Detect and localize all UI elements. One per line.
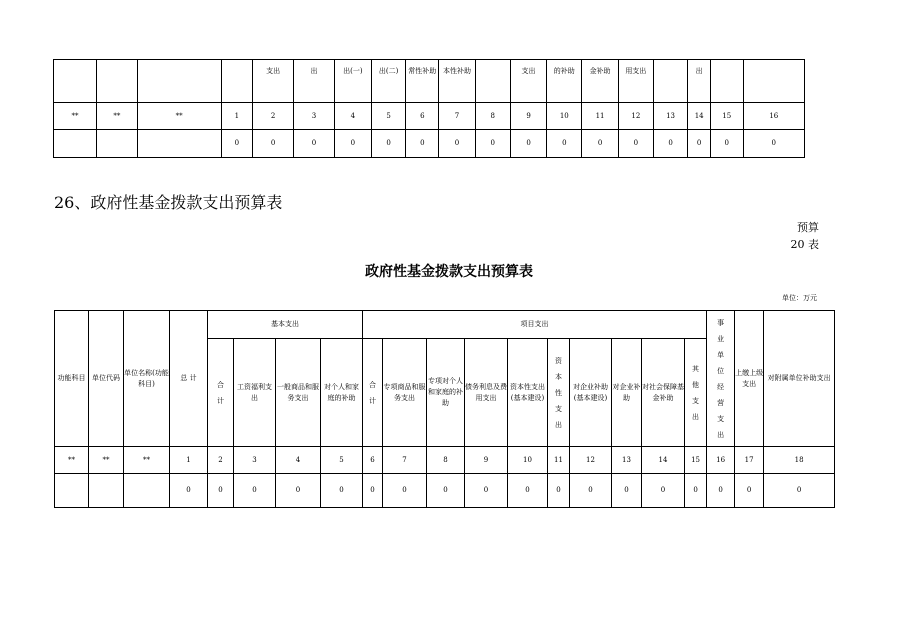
table-title: 政府性基金拨款支出预算表 [365, 264, 533, 280]
value-cell: 0 [208, 474, 234, 508]
index-cell: 9 [465, 447, 508, 474]
prev-index-cell: ** [96, 103, 137, 130]
value-cell: 0 [234, 474, 276, 508]
value-cell: 0 [427, 474, 465, 508]
table-number-line-1: 预算 [797, 221, 819, 234]
index-cell: 10 [508, 447, 548, 474]
prev-index-cell: 13 [653, 103, 688, 130]
header-project-capital-label: 资本性支出 [555, 356, 562, 429]
index-cell: 2 [208, 447, 234, 474]
prev-value-cell: 0 [618, 130, 653, 158]
header-basic-subtotal-label: 合计 [217, 380, 224, 405]
prev-header-cell: 出(一) [334, 60, 371, 103]
previous-table-continuation [53, 59, 805, 158]
prev-header-cell: 支出 [510, 60, 547, 103]
index-cell: 17 [735, 447, 764, 474]
header-basic-subtotal [208, 339, 234, 447]
header-func-subject: 功能科目 [55, 311, 89, 447]
prev-index-cell: 12 [618, 103, 653, 130]
prev-index-cell: 5 [371, 103, 406, 130]
header-project-col: 专项商品和服务支出 [383, 339, 427, 447]
header-project-subtotal [363, 339, 383, 447]
value-cell: 0 [170, 474, 208, 508]
index-cell: 3 [234, 447, 276, 474]
prev-value-cell [96, 130, 137, 158]
prev-value-cell: 0 [547, 130, 582, 158]
value-cell: 0 [707, 474, 735, 508]
header-project-other [685, 339, 707, 447]
prev-header-cell: 本性补助 [439, 60, 476, 103]
prev-header-cell [653, 60, 688, 103]
prev-header-cell: 用支出 [618, 60, 653, 103]
header-project-col: 债务利息及费用支出 [465, 339, 508, 447]
value-cell: 0 [570, 474, 612, 508]
index-cell: 18 [764, 447, 835, 474]
header-project-col: 资本性支出(基本建设) [508, 339, 548, 447]
index-cell: 7 [383, 447, 427, 474]
header-project-other-label: 其他支出 [692, 364, 700, 421]
prev-value-cell: 0 [475, 130, 510, 158]
prev-header-cell: 出 [294, 60, 335, 103]
header-institution-label: 事业单位经营支出 [717, 318, 725, 439]
header-project-col: 专项对个人和家庭的补助 [427, 339, 465, 447]
prev-index-cell: 3 [294, 103, 335, 130]
prev-value-cell: 0 [253, 130, 294, 158]
index-cell: 8 [427, 447, 465, 474]
header-upper-payment: 上缴上级支出 [735, 311, 764, 447]
header-project-group: 项目支出 [363, 311, 707, 339]
prev-value-cell: 0 [334, 130, 371, 158]
index-cell: 15 [685, 447, 707, 474]
index-cell: 5 [321, 447, 363, 474]
header-project-capital [548, 339, 570, 447]
header-unit-code: 单位代码 [89, 311, 124, 447]
prev-index-cell: 8 [475, 103, 510, 130]
prev-index-cell: ** [137, 103, 221, 130]
header-basic-col: 工资福利支出 [234, 339, 276, 447]
prev-header-cell: 出(二) [371, 60, 406, 103]
prev-value-cell [54, 130, 97, 158]
header-project-subtotal-label: 合计 [369, 380, 376, 405]
index-cell: 11 [548, 447, 570, 474]
prev-index-cell: 14 [688, 103, 710, 130]
prev-index-cell: 16 [743, 103, 804, 130]
header-subsidiary: 对附属单位补助支出 [764, 311, 835, 447]
prev-index-cell: 2 [253, 103, 294, 130]
value-cell: 0 [363, 474, 383, 508]
prev-index-cell: 10 [547, 103, 582, 130]
prev-header-cell [743, 60, 804, 103]
header-row-group [55, 311, 835, 339]
prev-header-cell [137, 60, 221, 103]
unit-label: 单位：万元 [782, 294, 817, 302]
prev-index-cell: 1 [221, 103, 253, 130]
value-cell: 0 [685, 474, 707, 508]
value-cell: 0 [276, 474, 321, 508]
prev-value-cell [137, 130, 221, 158]
prev-index-cell: 11 [582, 103, 619, 130]
value-cell [124, 474, 170, 508]
value-cell: 0 [612, 474, 642, 508]
prev-index-cell: 7 [439, 103, 476, 130]
prev-index-row [54, 103, 805, 130]
value-cell: 0 [764, 474, 835, 508]
prev-value-cell: 0 [439, 130, 476, 158]
index-row [55, 447, 835, 474]
prev-header-cell: 支出 [253, 60, 294, 103]
prev-header-cell: 金补助 [582, 60, 619, 103]
prev-index-cell: 4 [334, 103, 371, 130]
index-cell: 4 [276, 447, 321, 474]
header-basic-group: 基本支出 [208, 311, 363, 339]
index-cell: ** [55, 447, 89, 474]
value-cell: 0 [383, 474, 427, 508]
value-cell: 0 [548, 474, 570, 508]
table-row [55, 474, 835, 508]
prev-value-cell: 0 [582, 130, 619, 158]
fund-expenditure-table [54, 310, 835, 508]
index-cell: 16 [707, 447, 735, 474]
value-cell: 0 [321, 474, 363, 508]
index-cell: 14 [642, 447, 685, 474]
prev-header-cell [710, 60, 743, 103]
prev-value-cell: 0 [688, 130, 710, 158]
index-cell: 6 [363, 447, 383, 474]
prev-value-cell: 0 [743, 130, 804, 158]
index-cell: 12 [570, 447, 612, 474]
prev-value-cell: 0 [653, 130, 688, 158]
prev-header-cell [475, 60, 510, 103]
prev-value-cell: 0 [510, 130, 547, 158]
header-institution [707, 311, 735, 447]
prev-value-row [54, 130, 805, 158]
prev-header-cell: 常性补助 [406, 60, 439, 103]
header-unit-name: 单位名称(功能科目) [124, 311, 170, 447]
prev-index-cell: 6 [406, 103, 439, 130]
header-basic-col: 一般商品和服务支出 [276, 339, 321, 447]
header-basic-col: 对个人和家庭的补助 [321, 339, 363, 447]
header-project-col: 对社会保障基金补助 [642, 339, 685, 447]
prev-value-cell: 0 [221, 130, 253, 158]
prev-header-cell [221, 60, 253, 103]
prev-value-cell: 0 [294, 130, 335, 158]
prev-header-cell: 的补助 [547, 60, 582, 103]
value-cell: 0 [735, 474, 764, 508]
prev-header-cell [96, 60, 137, 103]
table-number-line-2: 20 表 [790, 238, 819, 251]
prev-header-row [54, 60, 805, 103]
value-cell [89, 474, 124, 508]
prev-index-cell: 9 [510, 103, 547, 130]
prev-header-cell: 出 [688, 60, 710, 103]
prev-index-cell: 15 [710, 103, 743, 130]
prev-index-cell: ** [54, 103, 97, 130]
value-cell [55, 474, 89, 508]
index-cell: 1 [170, 447, 208, 474]
header-project-col: 对企业补助 [612, 339, 642, 447]
value-cell: 0 [465, 474, 508, 508]
index-cell: ** [124, 447, 170, 474]
prev-value-cell: 0 [710, 130, 743, 158]
prev-value-cell: 0 [406, 130, 439, 158]
index-cell: 13 [612, 447, 642, 474]
prev-header-cell [54, 60, 97, 103]
prev-value-cell: 0 [371, 130, 406, 158]
index-cell: ** [89, 447, 124, 474]
section-title: 26、政府性基金拨款支出预算表 [54, 193, 283, 212]
header-project-col: 对企业补助(基本建设) [570, 339, 612, 447]
header-total: 总 计 [170, 311, 208, 447]
value-cell: 0 [642, 474, 685, 508]
value-cell: 0 [508, 474, 548, 508]
